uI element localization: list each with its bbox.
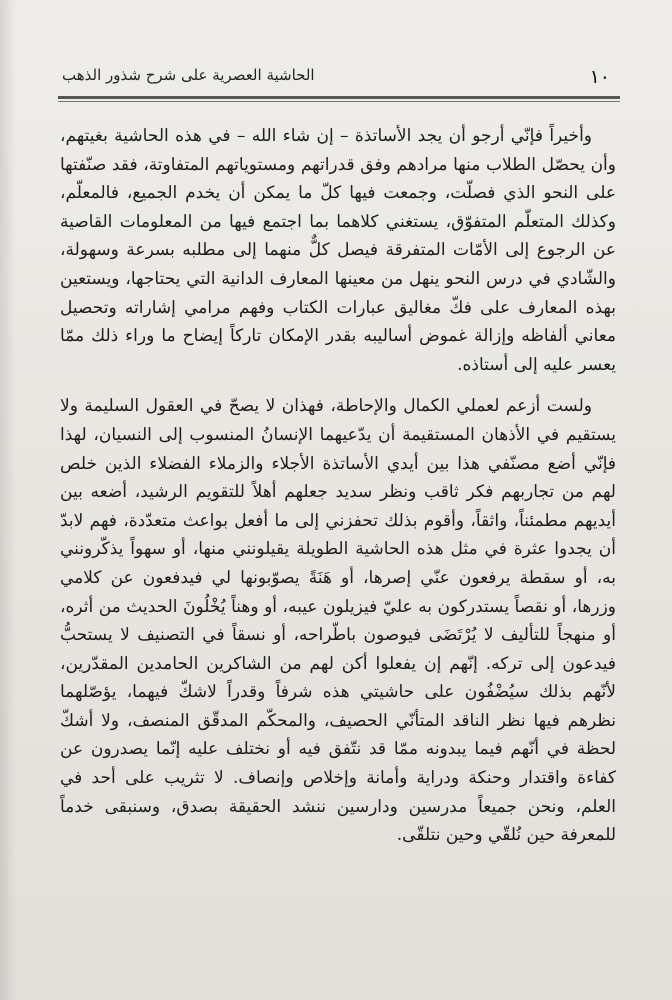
spine-shadow (0, 0, 16, 1000)
paragraph: ولست أزعم لعملي الكمال والإحاطة، فهذان لا يصحّ في العقول السليمة ولا يستقيم في الأذهان المستقيمة أن يدّعيهما الإنسانُ المنسوب إلى النسيان، لهذا فإنّي أضع مصنّفي هذا بين أيدي الأساتذة الأجلاء والزملاء الفضلاء الذين خلص لهم من تجاربهم فكر ثاقب ونظر سديد جعلهم أهلاً للتقويم الرشيد، أضعه بين أيديهم مطمئناً، واثقاً، وأقوم بذلك تحفزني إلى ما أفعل بواعث متعدّدة، فهم لابدّ أن يجدوا عثرة في مثل هذه الحاشية الطويلة يقيلونني منها، أو سهواً يذكّرونني به، أو سقطة يرفعون عنّي إصرها، أو هَنَةً يصوّبونها لي فيدفعون عن كلامي وزرها، أو نقصاً يستدركون به عليّ فيزيلون عيبه، أو وهناً يُخْلُونَ الحديث من أثره، أو منهجاً للتأليف لا يُرْتَضَى فيوصون باطّراحه، أو نسقاً في التصنيف لا يستحبُّ فيدعون إلى تركه. إنّهم إن يفعلوا أكن لهم من الشاكرين الحامدين المقدّرين، لأنّهم بذلك سيُضْفُون على حاشيتي هذه شرفاً وقدراً لاشكّ فيهما، يؤصّلهما نظرهم فيها نظر الناقد المتأنّي الحصيف، والمحكّم المدقّق المنصف، ولا أشكّ لحظة في أنّهم فيما يبدونه ممّا قد نتّفق فيه أو نختلف عليه إنّما يصدرون عن كفاءة واقتدار وحنكة ودراية وأمانة وإخلاص وإنصاف. لا تثريب على أحد في العلم، ونحن جميعاً مدرسين ودارسين ننشد الحقيقة بصدق، وسنبقى خدماً للمعرفة حين نُلقّي وحين نتلقّى. (60, 396, 616, 846)
running-header (58, 64, 618, 94)
page-number: ١٠ (589, 66, 610, 88)
running-header-title: الحاشية العصرية على شرح شذور الذهب (62, 66, 315, 84)
paragraph: وأخيراً فإنّي أرجو أن يجد الأساتذة – إن شاء الله – في هذه الحاشية بغيتهم، وأن يحصّل الطلاب منها مرادهم وفق قدراتهم ومستوياتهم المتفاوتة، فقد صنّفتها على النحو الذي فصلّت، وجمعت فيها كلّ ما يمكن أن يخدم الجميع، فالمعلّم، وكذلك المتعلّم المتفوّق، يستغني كلاهما بما اجتمع فيها من المعلومات القاصية عن الرجوع إلى الأمّات المتفرقة فيصل كلٌّ منهما إلى مطلبه بسرعة وسهولة، والشّادي في درس النحو ينهل من معينها المعارف الدانية التي يحتاجها، ويستعين بهذه المعارف على فكّ مغاليق عبارات الكتاب وفهم مرامي إشاراته وتحصيل معاني ألفاظه وإزالة غموض أساليبه بقدر الإمكان تاركاً إيضاح ما وراء ذلك ممّا يعسر عليه إلى أستاذه. (60, 126, 616, 375)
body-text (60, 122, 616, 850)
header-rule-thin (58, 101, 620, 102)
header-rule (58, 96, 620, 99)
